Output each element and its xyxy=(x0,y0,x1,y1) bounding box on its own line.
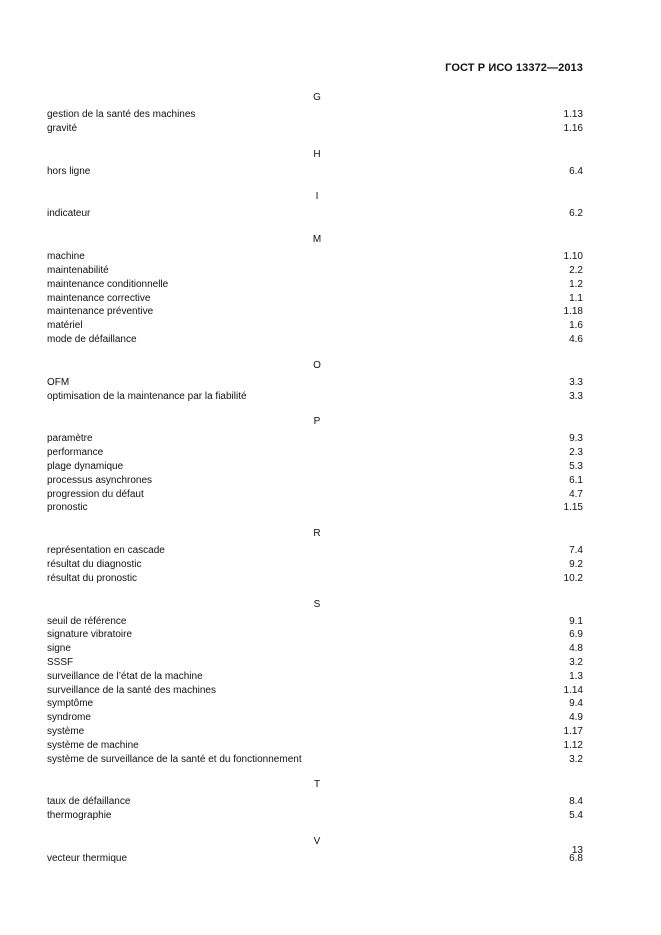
index-entry xyxy=(47,642,583,656)
index-term: optimisation de la maintenance par la fiabilité xyxy=(47,390,247,402)
index-term: syndrome xyxy=(47,712,91,724)
section-letter xyxy=(47,598,583,611)
section-letter-text: S xyxy=(313,598,321,610)
section-letter xyxy=(47,835,583,848)
index-section-r xyxy=(47,527,583,585)
index-reference: 2.3 xyxy=(569,447,583,459)
index-reference: 6.4 xyxy=(569,165,583,177)
section-gap xyxy=(47,823,583,835)
index-term: matériel xyxy=(47,320,83,332)
section-letter xyxy=(47,190,583,203)
index-entry xyxy=(47,264,583,278)
index-reference: 1.16 xyxy=(563,122,583,134)
index-reference: 3.2 xyxy=(569,753,583,765)
index-reference: 10.2 xyxy=(563,572,583,584)
index-term: mode de défaillance xyxy=(47,333,137,345)
index-reference: 1.12 xyxy=(563,739,583,751)
section-letter-text: G xyxy=(313,92,321,103)
index-section-t xyxy=(47,778,583,823)
index-term: système de surveillance de la santé et du fonctionnement xyxy=(47,753,302,765)
index-term: paramètre xyxy=(47,433,93,445)
section-letter xyxy=(47,148,583,161)
index-entry xyxy=(47,488,583,502)
index-entry xyxy=(47,305,583,319)
index-reference: 4.8 xyxy=(569,643,583,655)
index-entry xyxy=(47,670,583,684)
section-letter-text: I xyxy=(315,191,319,203)
index-entry xyxy=(47,501,583,515)
index-term: maintenabilité xyxy=(47,264,109,276)
index-section-p xyxy=(47,415,583,515)
index-term: plage dynamique xyxy=(47,460,124,472)
index-entry xyxy=(47,558,583,572)
index-term: vecteur thermique xyxy=(47,852,128,864)
section-letter xyxy=(47,359,583,372)
index-entry xyxy=(47,250,583,264)
index-reference: 1.17 xyxy=(563,725,583,737)
index-entry xyxy=(47,278,583,292)
index-term: indicateur xyxy=(47,208,91,220)
index-term: surveillance de l’état de la machine xyxy=(47,670,203,682)
index-term: progression du défaut xyxy=(47,488,144,500)
index-term: performance xyxy=(47,447,104,459)
index-reference: 9.2 xyxy=(569,558,583,570)
section-gap xyxy=(47,347,583,359)
index-term: processus asynchrones xyxy=(47,474,153,486)
index-term: maintenance préventive xyxy=(47,306,154,318)
index-entry xyxy=(47,292,583,306)
index-term: SSSF xyxy=(47,656,74,668)
section-letter-text: P xyxy=(313,416,321,428)
document-header: ГОСТ Р ИСО 13372—2013 xyxy=(445,62,583,74)
index-reference: 1.13 xyxy=(563,109,583,120)
index-reference: 1.3 xyxy=(569,670,583,682)
index-entry xyxy=(47,684,583,698)
section-gap xyxy=(47,178,583,190)
index-reference: 9.4 xyxy=(569,698,583,710)
index-entry xyxy=(47,376,583,390)
index-entry xyxy=(47,572,583,586)
section-letter xyxy=(47,527,583,540)
section-letter-text: T xyxy=(313,779,321,791)
section-gap xyxy=(47,766,583,778)
index-entry xyxy=(47,207,583,221)
index-section-s xyxy=(47,598,583,767)
index-reference: 5.4 xyxy=(569,810,583,822)
index-term: pronostic xyxy=(47,502,88,514)
index-section-m xyxy=(47,233,583,347)
index-entry xyxy=(47,108,583,122)
section-letter-text: M xyxy=(312,234,322,246)
index-section-o xyxy=(47,359,583,404)
index-entry xyxy=(47,795,583,809)
index-term: taux de défaillance xyxy=(47,796,131,808)
index-entry xyxy=(47,809,583,823)
section-gap xyxy=(47,403,583,415)
page-number: 13 xyxy=(571,845,583,856)
index-reference: 4.6 xyxy=(569,333,583,345)
index-reference: 5.3 xyxy=(569,460,583,472)
section-letter xyxy=(47,415,583,428)
index-term: machine xyxy=(47,251,85,263)
index-reference: 6.8 xyxy=(569,852,583,864)
section-letter xyxy=(47,778,583,791)
index-entry xyxy=(47,852,583,866)
index-reference: 6.9 xyxy=(569,629,583,641)
index-entry xyxy=(47,725,583,739)
index-term: seuil de référence xyxy=(47,615,127,627)
index-entry xyxy=(47,739,583,753)
section-gap xyxy=(47,221,583,233)
index-reference: 3.3 xyxy=(569,376,583,388)
index-reference: 3.3 xyxy=(569,390,583,402)
index-reference: 1.6 xyxy=(569,320,583,332)
index-entry xyxy=(47,446,583,460)
index-entry xyxy=(47,390,583,404)
index-term: système de machine xyxy=(47,739,139,751)
section-gap xyxy=(47,136,583,148)
index-entry xyxy=(47,165,583,179)
index-reference: 6.2 xyxy=(569,208,583,220)
index-term: maintenance corrective xyxy=(47,292,151,304)
index-term: gestion de la santé des machines xyxy=(47,109,196,120)
index-reference: 9.3 xyxy=(569,433,583,445)
section-letter xyxy=(47,233,583,246)
section-letter-text: V xyxy=(313,835,321,847)
index-section-g xyxy=(47,91,583,136)
index-term: système xyxy=(47,725,85,737)
index-reference: 7.4 xyxy=(569,545,583,557)
index-reference: 1.15 xyxy=(563,502,583,514)
index-reference: 1.1 xyxy=(569,292,583,304)
index-reference: 6.1 xyxy=(569,474,583,486)
index-reference: 3.2 xyxy=(569,656,583,668)
section-gap xyxy=(47,586,583,598)
index-entry xyxy=(47,711,583,725)
index-entry xyxy=(47,333,583,347)
index-section-h xyxy=(47,148,583,179)
index-term: hors ligne xyxy=(47,165,91,177)
index-term: maintenance conditionnelle xyxy=(47,278,169,290)
section-letter-text: H xyxy=(313,148,321,160)
index-entry xyxy=(47,474,583,488)
index-term: symptôme xyxy=(47,698,94,710)
index-term: thermographie xyxy=(47,810,112,822)
index-reference: 8.4 xyxy=(569,796,583,808)
index-term: signe xyxy=(47,643,71,655)
section-letter-text: R xyxy=(313,528,321,540)
section-gap xyxy=(47,515,583,527)
index-term: résultat du diagnostic xyxy=(47,558,142,570)
index-term: surveillance de la santé des machines xyxy=(47,684,216,696)
index-section-v xyxy=(47,835,583,866)
index-term: représentation en cascade xyxy=(47,545,165,557)
index-term: résultat du pronostic xyxy=(47,572,138,584)
section-letter-text: O xyxy=(313,359,321,371)
index-term: signature vibratoire xyxy=(47,629,133,641)
index-entry xyxy=(47,319,583,333)
index-reference: 4.7 xyxy=(569,488,583,500)
index-reference: 1.18 xyxy=(563,306,583,318)
index-entry xyxy=(47,460,583,474)
index-entry xyxy=(47,628,583,642)
index-term: OFM xyxy=(47,376,70,388)
index-entry xyxy=(47,656,583,670)
index-reference: 9.1 xyxy=(569,615,583,627)
section-letter xyxy=(47,91,583,104)
index-entry xyxy=(47,753,583,767)
index-reference: 4.9 xyxy=(569,712,583,724)
index-reference: 1.2 xyxy=(569,278,583,290)
index-reference: 1.14 xyxy=(563,684,583,696)
index-entry xyxy=(47,697,583,711)
index-entry xyxy=(47,432,583,446)
index-term: gravité xyxy=(47,122,78,134)
alphabetical-index xyxy=(47,91,583,866)
index-entry xyxy=(47,122,583,136)
index-entry xyxy=(47,615,583,629)
index-reference: 2.2 xyxy=(569,264,583,276)
index-entry xyxy=(47,544,583,558)
index-section-i xyxy=(47,190,583,221)
index-reference: 1.10 xyxy=(563,251,583,263)
